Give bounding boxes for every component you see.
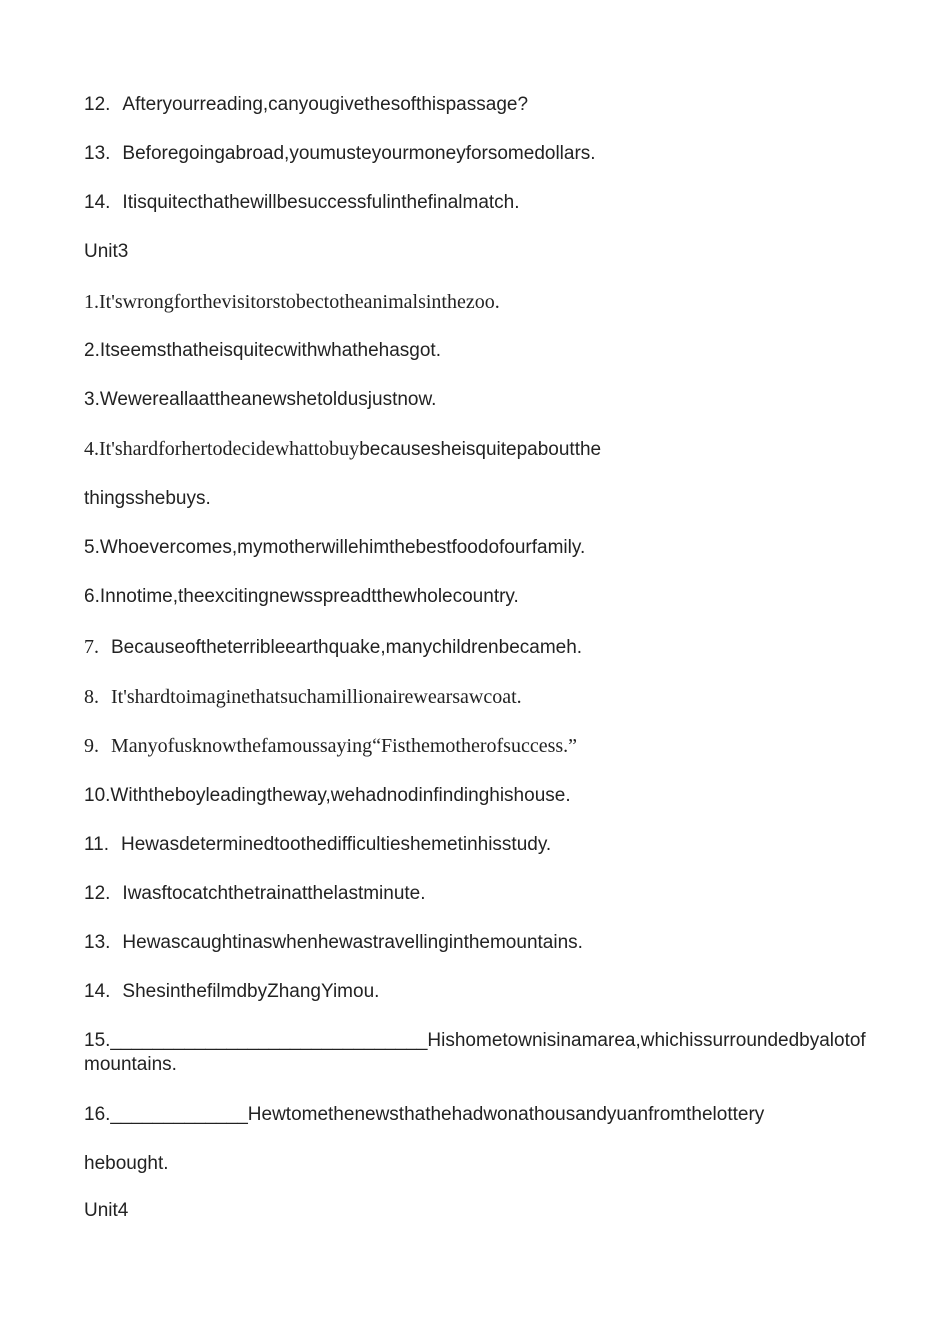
question-number: 11. bbox=[84, 834, 110, 855]
question-text: Iwasftocatchthetrainatthelastminute. bbox=[122, 883, 426, 904]
question-13b bbox=[84, 931, 583, 955]
question-1: 1.It'swrongforthevisitorstobectotheanimalsinthezoo. bbox=[84, 291, 500, 313]
question-11 bbox=[84, 833, 551, 857]
question-6: 6.Innotime,theexcitingnewsspreadtthewholecountry. bbox=[84, 586, 519, 607]
question-9 bbox=[84, 734, 577, 758]
question-16: 16._____________Hewtomethenewsthathehadwonathousandyuanfromthelottery bbox=[84, 1104, 765, 1125]
question-15: 15.______________________________Hishometownisinamarea,whichissurroundedbyalotofmountains. bbox=[84, 1030, 866, 1075]
question-text: Becauseoftheterribleearthquake,manychildrenbecameh. bbox=[111, 637, 583, 658]
question-text: Beforegoingabroad,youmusteyourmoneyforsomedollars. bbox=[122, 143, 596, 164]
question-number: 9. bbox=[84, 735, 99, 757]
question-13 bbox=[84, 142, 596, 166]
question-number: 13. bbox=[84, 143, 111, 164]
unit-heading: Unit3 bbox=[84, 241, 129, 262]
question-4 bbox=[84, 437, 601, 462]
question-7 bbox=[84, 635, 582, 660]
question-text: Hewascaughtinaswhenhewastravellinginthemountains. bbox=[122, 932, 583, 953]
question-text: It'shardtoimaginethatsuchamillionairewearsawcoat. bbox=[111, 686, 522, 708]
question-text: ShesinthefilmdbyZhangYimou. bbox=[122, 981, 380, 1002]
question-number: 12. bbox=[84, 883, 111, 904]
question-text: Hewasdeterminedtoothedifficultieshemetinhisstudy. bbox=[121, 834, 552, 855]
question-text: Manyofusknowthefamoussaying“Fisthemotherofsuccess.” bbox=[111, 735, 578, 757]
unit-heading: Unit4 bbox=[84, 1200, 129, 1221]
question-16-continuation: hebought. bbox=[84, 1153, 169, 1174]
question-10: 10.Withtheboyleadingtheway,wehadnodinfindinghishouse. bbox=[84, 785, 571, 806]
question-14b bbox=[84, 980, 379, 1004]
question-text-serif: 4.It'shardforhertodecidewhattobuy bbox=[84, 438, 360, 460]
question-text: Itisquitecthathewillbesuccessfulinthefinalmatch. bbox=[122, 192, 520, 213]
question-number: 14. bbox=[84, 192, 111, 213]
question-8 bbox=[84, 685, 522, 709]
question-12 bbox=[84, 93, 528, 117]
question-number: 14. bbox=[84, 981, 111, 1002]
question-5: 5.Whoevercomes,mymotherwillehimthebestfoodofourfamily. bbox=[84, 537, 586, 558]
question-3: 3.Wewereallaattheanewshetoldusjustnow. bbox=[84, 389, 437, 410]
question-number: 13. bbox=[84, 932, 111, 953]
question-number: 7. bbox=[84, 636, 99, 658]
question-text: Afteryourreading,canyougivethesofthispassage? bbox=[122, 94, 529, 115]
question-2: 2.Itseemsthatheisquitecwithwhathehasgot. bbox=[84, 340, 441, 361]
question-number: 12. bbox=[84, 94, 111, 115]
question-14 bbox=[84, 191, 520, 215]
question-number: 8. bbox=[84, 686, 99, 708]
question-text-sans: becausesheisquitepaboutthe bbox=[359, 439, 602, 460]
question-4-continuation: thingsshebuys. bbox=[84, 488, 211, 509]
question-12b bbox=[84, 882, 426, 906]
